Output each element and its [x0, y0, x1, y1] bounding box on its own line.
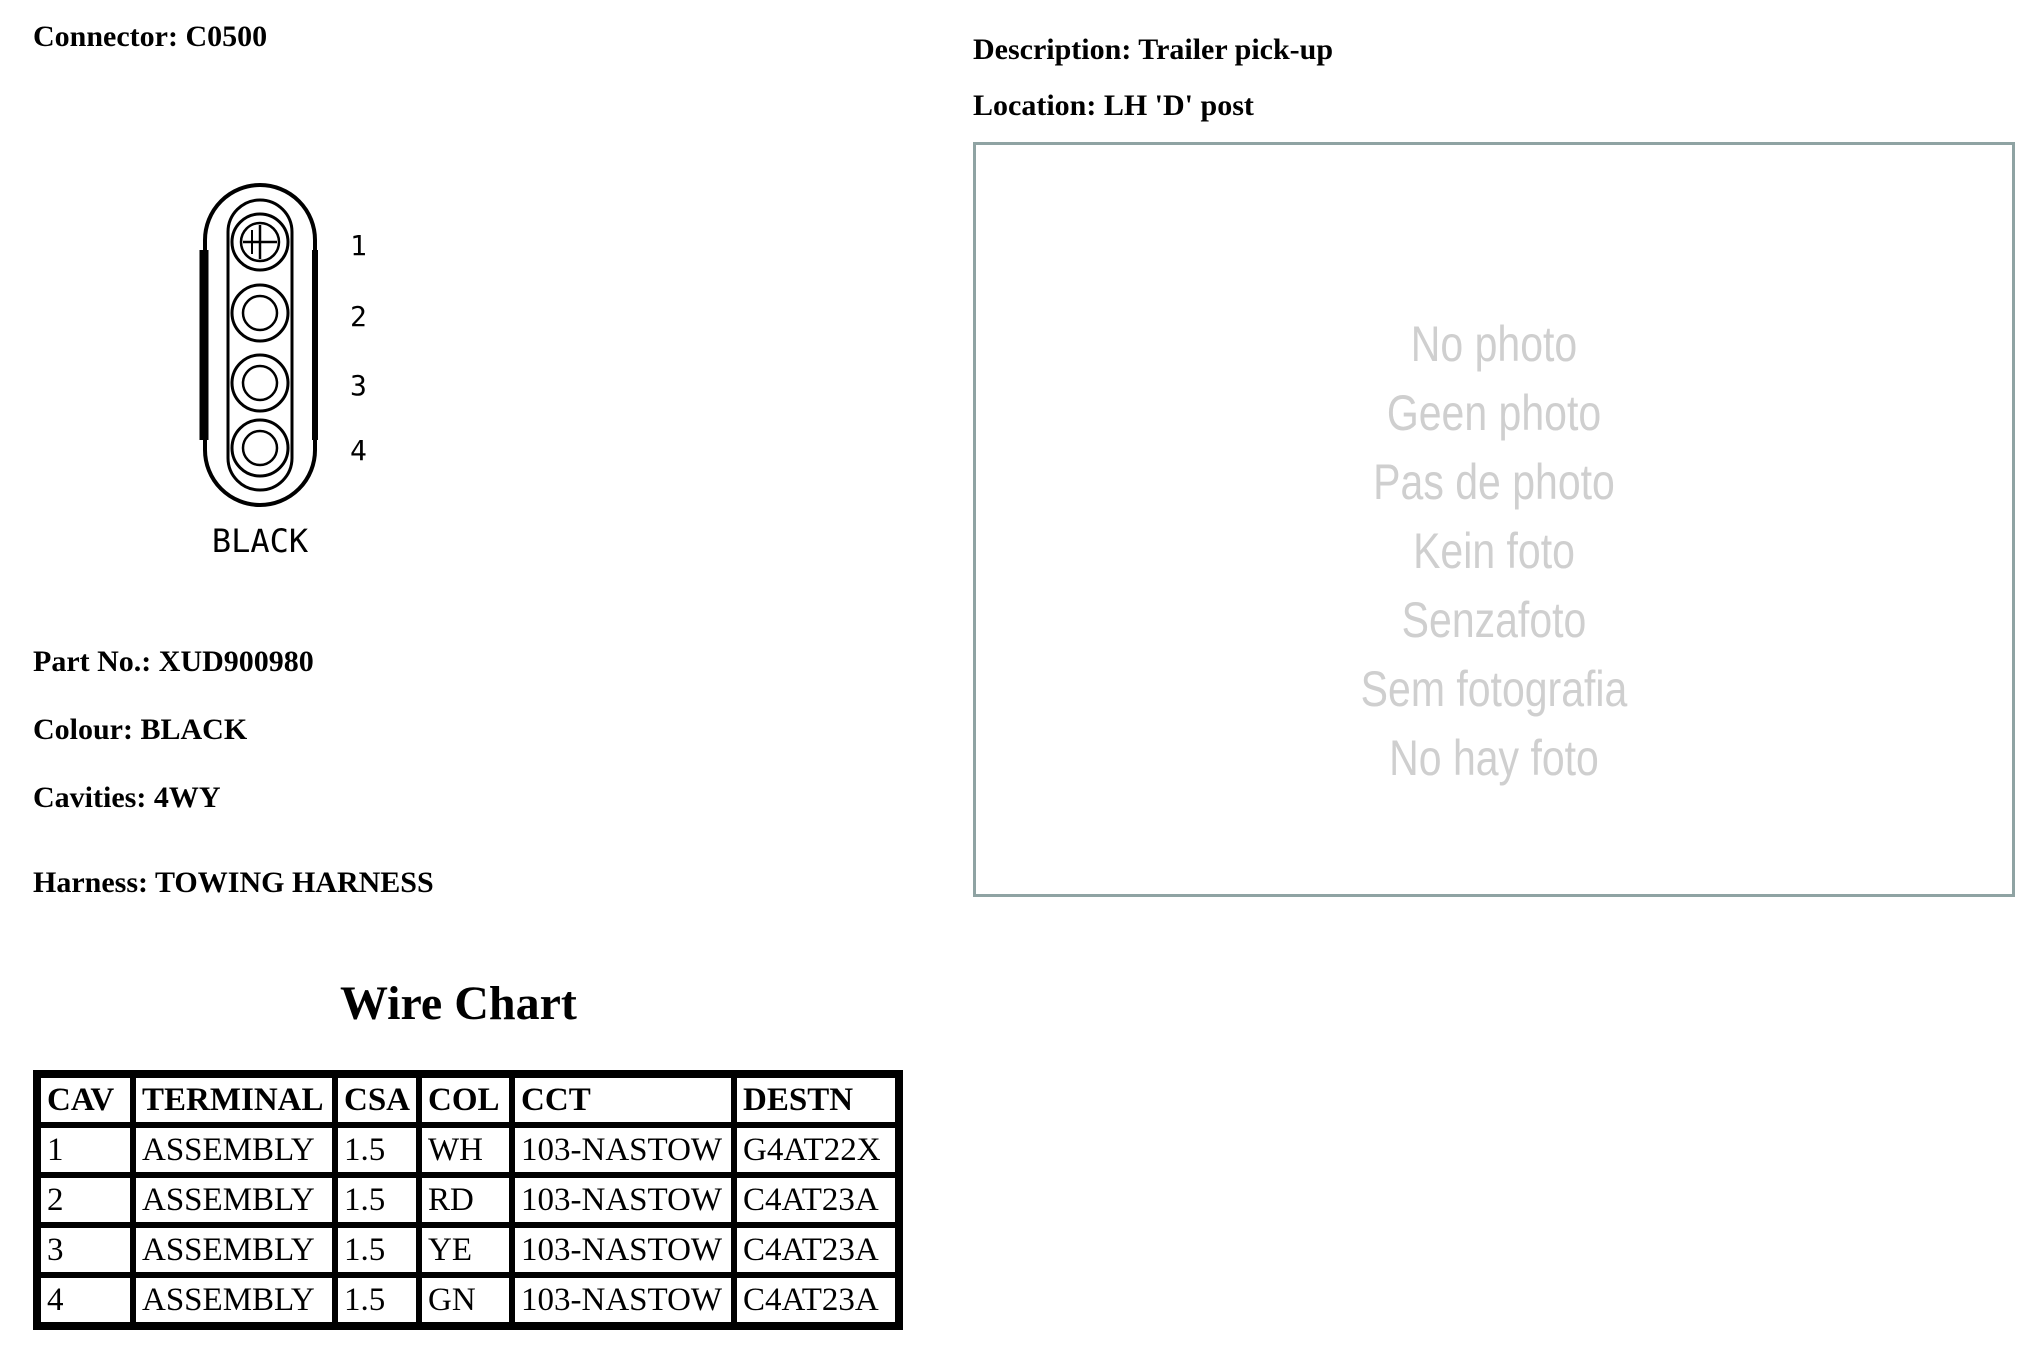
header-csa: CSA: [335, 1075, 419, 1125]
photo-line: Sem fotografia: [1360, 661, 1628, 717]
colour-value: BLACK: [140, 713, 248, 746]
header-cav: CAV: [38, 1075, 133, 1125]
photo-line: No hay foto: [1389, 730, 1599, 786]
photo-line: Kein foto: [1413, 523, 1575, 579]
cell-csa: 1.5: [335, 1275, 419, 1325]
wire-chart-table: [33, 1070, 903, 1330]
pin-number-1: 1: [350, 229, 367, 262]
location-value: LH 'D' post: [1103, 89, 1254, 122]
cell-col: WH: [419, 1125, 512, 1175]
photo-line: Senzafoto: [1401, 592, 1587, 648]
cavities-value: 4WY: [153, 781, 221, 814]
pin-number-3: 3: [350, 369, 367, 402]
cell-csa: 1.5: [335, 1125, 419, 1175]
cell-col: YE: [419, 1225, 512, 1275]
diagram-colour-label: BLACK: [211, 522, 309, 560]
connector-label: Connector: C0500: [33, 20, 268, 53]
cavity-3-icon: [232, 355, 288, 411]
cell-col: GN: [419, 1275, 512, 1325]
table-row: [38, 1275, 898, 1325]
cavity-4-icon: [232, 420, 288, 476]
wire-chart-title: Wire Chart: [340, 977, 577, 1030]
cell-cct: 103-NASTOW: [512, 1175, 734, 1225]
cell-terminal: ASSEMBLY: [133, 1175, 335, 1225]
connector-value: C0500: [185, 20, 268, 53]
location-label: Location: LH 'D' post: [973, 89, 1254, 122]
cell-cav: 1: [38, 1125, 133, 1175]
pin-number-4: 4: [350, 434, 367, 467]
harness-label: Harness: TOWING HARNESS: [33, 866, 434, 899]
part-no-value: XUD900980: [158, 645, 314, 678]
cavity-1-icon: [232, 214, 288, 270]
pin-number-2: 2: [350, 300, 367, 333]
cell-destn: G4AT22X: [734, 1125, 898, 1175]
cavity-2-icon: [232, 285, 288, 341]
description-value: Trailer pick-up: [1138, 33, 1334, 66]
header-cct: CCT: [512, 1075, 734, 1125]
cell-destn: C4AT23A: [734, 1225, 898, 1275]
photo-placeholder-text: [1069, 310, 1919, 793]
photo-line: No photo: [1410, 316, 1578, 372]
cell-cct: 103-NASTOW: [512, 1225, 734, 1275]
colour-label: Colour: BLACK: [33, 713, 248, 746]
cell-terminal: ASSEMBLY: [133, 1125, 335, 1175]
header-destn: DESTN: [734, 1075, 898, 1125]
cell-csa: 1.5: [335, 1225, 419, 1275]
table-row: [38, 1175, 898, 1225]
connector-pinout-diagram: [190, 180, 430, 570]
cell-terminal: ASSEMBLY: [133, 1275, 335, 1325]
cavities-label: Cavities: 4WY: [33, 781, 221, 814]
header-terminal: TERMINAL: [133, 1075, 335, 1125]
cell-terminal: ASSEMBLY: [133, 1225, 335, 1275]
cell-cav: 3: [38, 1225, 133, 1275]
description-label: Description: Trailer pick-up: [973, 33, 1334, 66]
table-row: [38, 1225, 898, 1275]
photo-placeholder: [973, 142, 2015, 897]
cell-destn: C4AT23A: [734, 1175, 898, 1225]
cell-cct: 103-NASTOW: [512, 1275, 734, 1325]
part-no-label: Part No.: XUD900980: [33, 645, 314, 678]
table-row: [38, 1125, 898, 1175]
cell-cav: 2: [38, 1175, 133, 1225]
photo-line: Geen photo: [1386, 385, 1602, 441]
cell-cct: 103-NASTOW: [512, 1125, 734, 1175]
photo-line: Pas de photo: [1373, 454, 1615, 510]
table-header-row: [38, 1075, 898, 1125]
cell-col: RD: [419, 1175, 512, 1225]
cell-csa: 1.5: [335, 1175, 419, 1225]
header-col: COL: [419, 1075, 512, 1125]
cell-destn: C4AT23A: [734, 1275, 898, 1325]
harness-value: TOWING HARNESS: [154, 866, 434, 899]
cell-cav: 4: [38, 1275, 133, 1325]
